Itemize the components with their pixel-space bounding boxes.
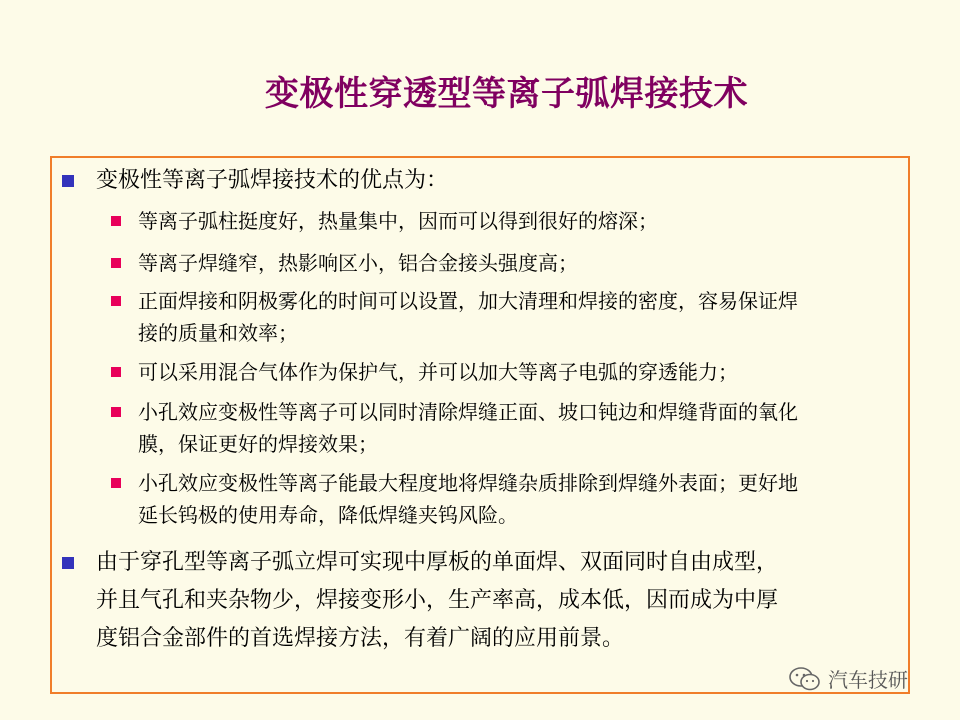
bullet-square-icon xyxy=(111,367,121,377)
list-item: 可以采用混合气体作为保护气，并可以加大等离子电弧的穿透能力； xyxy=(138,360,738,384)
bullet-square-icon xyxy=(111,216,121,226)
wechat-icon xyxy=(788,666,822,692)
bullet-square-icon xyxy=(111,296,121,306)
list-item: 正面焊接和阴极雾化的时间可以设置，加大清理和焊接的密度，容易保证焊 xyxy=(138,289,798,313)
list-item-continuation: 膜，保证更好的焊接效果； xyxy=(138,432,378,456)
summary-line: 并且气孔和夹杂物少，焊接变形小，生产率高，成本低，因而成为中厚 xyxy=(96,588,779,613)
bullet-square-icon xyxy=(111,407,121,417)
list-item-continuation: 接的质量和效率； xyxy=(138,321,298,345)
slide-title: 变极性穿透型等离子弧焊接技术 xyxy=(265,74,748,114)
list-item: 小孔效应变极性等离子可以同时清除焊缝正面、坡口钝边和焊缝背面的氧化 xyxy=(138,400,798,424)
watermark-text: 汽车技研 xyxy=(828,668,908,692)
list-item: 小孔效应变极性等离子能最大程度地将焊缝杂质排除到焊缝外表面；更好地 xyxy=(138,471,798,495)
bullet-square-icon xyxy=(62,175,74,187)
list-item-continuation: 延长钨极的使用寿命，降低焊缝夹钨风险。 xyxy=(138,503,518,527)
summary-line: 由于穿孔型等离子弧立焊可实现中厚板的单面焊、双面同时自由成型， xyxy=(96,550,779,575)
bullet-intro: 变极性等离子弧焊接技术的优点为： xyxy=(96,168,449,193)
bullet-square-icon xyxy=(62,557,74,569)
bullet-square-icon xyxy=(111,478,121,488)
summary-line: 度铝合金部件的首选焊接方法，有着广阔的应用前景。 xyxy=(96,626,625,651)
bullet-square-icon xyxy=(111,258,121,268)
list-item: 等离子弧柱挺度好，热量集中，因而可以得到很好的熔深； xyxy=(138,209,658,233)
list-item: 等离子焊缝窄，热影响区小，铝合金接头强度高； xyxy=(138,251,578,275)
watermark xyxy=(788,664,908,693)
